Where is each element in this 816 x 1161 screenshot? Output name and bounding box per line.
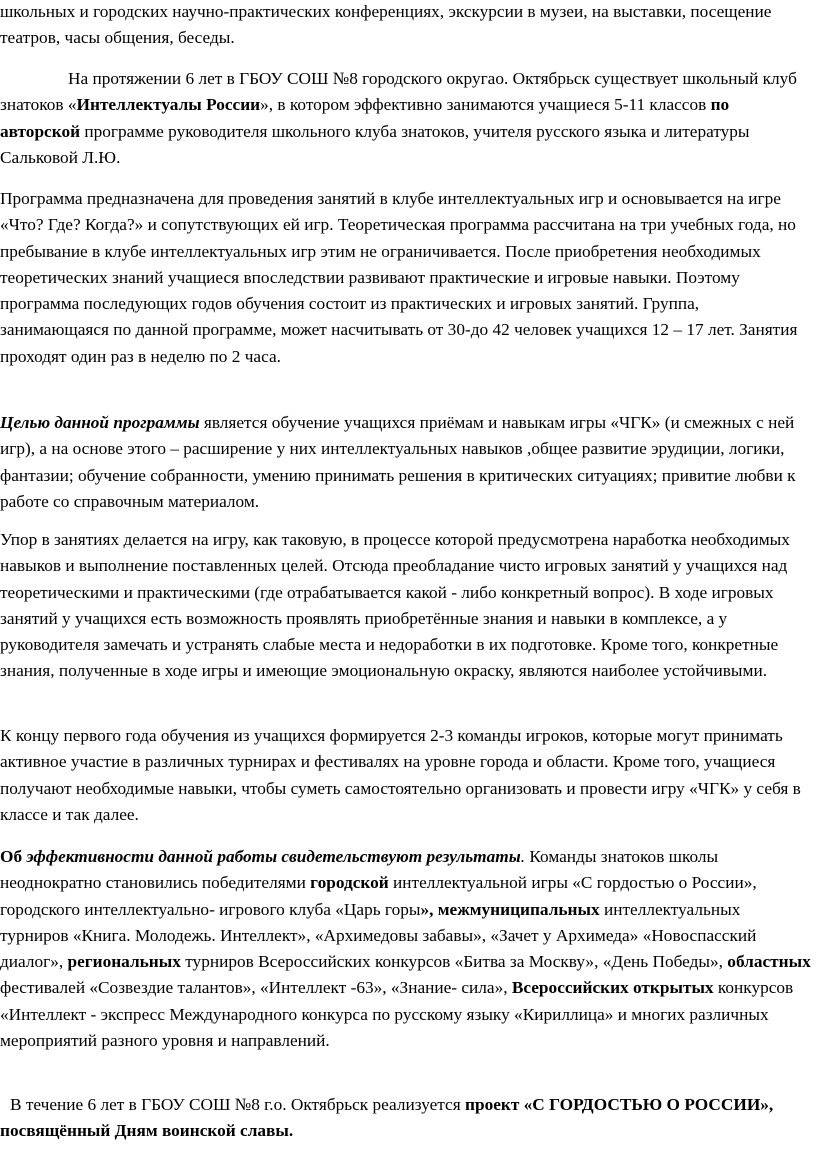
paragraph	[0, 410, 808, 515]
text-run: Упор в занятиях делается на игру, как таковую, в процессе которой предусмотрена наработка необходимых навыков и выполнение поставленных целей. Отсюда преобладание чисто игровых занятий у учащихся над теоретическими и практическими (где отрабатывается какой - либо конкретный вопрос). В ходе игровых занятий у учащихся есть возможность проявлять приобретённые знания и навыки в комплексе, а у руководителя замечать и устранять слабые места и недоработки в их подготовке. Кроме того, конкретные знания, полученные в ходе игры и имеющие эмоциональную окраску, являются наиболее устойчивыми.	[0, 530, 790, 681]
paragraph	[0, 723, 812, 828]
text-run: конкурсов «Интеллект - экспресс Международного конкурса по русскому языку «Кириллица» и многих различных мероприятий разного уровня и направлений.	[0, 978, 794, 1051]
text-run: программе руководителя школьного клуба знатоков, учителя русского языка и литературы Сальковой Л.Ю.	[0, 121, 750, 167]
text-run: городской	[310, 873, 389, 893]
text-run: интеллектуальной игры «С гордостью о России», городского интеллектуально- игрового клуба «Царь горы	[0, 873, 757, 919]
text-run: областных	[727, 952, 811, 972]
text-run: Целью данной программы	[0, 413, 200, 432]
text-run: На протяжении 6 лет в ГБОУ СОШ №8 городского округао. Октябрьск существует школьный клуб знатоков «	[0, 69, 797, 115]
text-run: Всероссийских открытых	[511, 978, 714, 998]
text-run: Программа предназначена для проведения занятий в клубе интеллектуальных игр и основывается на игре «Что? Где? Когда?» и сопутствующих ей игр. Теоретическая программа рассчитана на три учебных года, но пребывание в клубе интеллектуальных игр этим не ограничивается. После приобретения необходимых теоретических знаний учащиеся впоследствии развивают практические и игровые навыки. Поэтому программа последующих годов обучения состоит из практических и игровых занятий. Группа, занимающаяся по данной программе, может насчитывать от 30-до 42 человек учащихся 12 – 17 лет. Занятия проходят один раз в неделю по 2 часа.	[0, 189, 798, 366]
text-run: К концу первого года обучения из учащихся формируется 2-3 команды игроков, которые могут принимать активное участие в различных турнирах и фестивалях на уровне города и области. Кроме того, учащиеся получают необходимые навыки, чтобы суметь самостоятельно организовать и провести игру «ЧГК» у себя в классе и так далее.	[0, 726, 801, 824]
para-2	[0, 186, 812, 370]
text-run: В течение 6 лет в ГБОУ СОШ №8 г.о. Октябрьск реализуется	[10, 1095, 465, 1114]
para-7	[0, 1092, 812, 1145]
paragraph	[0, 1092, 812, 1145]
para-3	[0, 410, 808, 515]
paragraph	[0, 0, 816, 52]
text-run: является обучение учащихся приёмам и навыкам игры «ЧГК» (и смежных с ней игр), а на основе этого – расширение у них интеллектуальных навыков ,общее развитие эрудиции, логики, фантазии; обучение собранности, умению принимать решения в критических ситуациях; привитие любви к работе со справочным материалом.	[0, 413, 796, 511]
text-run: региональных	[67, 952, 181, 972]
para-5	[0, 723, 812, 828]
para-1	[0, 66, 800, 171]
paragraph	[0, 844, 812, 1054]
text-run: эффективности данной работы свидетельствуют результаты	[26, 847, 521, 866]
para-6	[0, 844, 812, 1054]
para-0	[0, 0, 816, 52]
text-run: Об	[0, 847, 27, 866]
text-run: школьных и городских научно-практических конференциях, экскурсии в музеи, на выставки, посещение театров, часы общения, беседы.	[0, 2, 772, 48]
text-run: интеллектуальных турниров «Книга. Молодежь. Интеллект», «Архимедовы забавы», «Зачет у Архимеда» «Новоспасский диалог»,	[0, 899, 757, 972]
text-run: Команды знатоков школы неоднократно становились победителями	[0, 847, 719, 893]
paragraph	[0, 527, 810, 685]
paragraph	[0, 186, 812, 370]
text-run: Интеллектуалы России	[76, 95, 261, 115]
text-run: », межмуниципальных	[420, 899, 600, 919]
text-run: », в котором эффективно занимаются учащиеся 5-11 классов	[260, 95, 711, 115]
text-run: турниров Всероссийских конкурсов «Битва за Москву», «День Победы»,	[180, 952, 728, 972]
text-run: по авторской	[0, 95, 730, 141]
text-run: фестивалей «Созвездие талантов», «Интеллект -63», «Знание- сила»,	[0, 978, 512, 998]
text-run: .	[520, 847, 530, 866]
text-run: проект «С ГОРДОСТЬЮ О РОССИИ», посвящённый Дням воинской славы.	[0, 1095, 774, 1141]
paragraph	[0, 66, 800, 171]
para-4	[0, 527, 810, 685]
